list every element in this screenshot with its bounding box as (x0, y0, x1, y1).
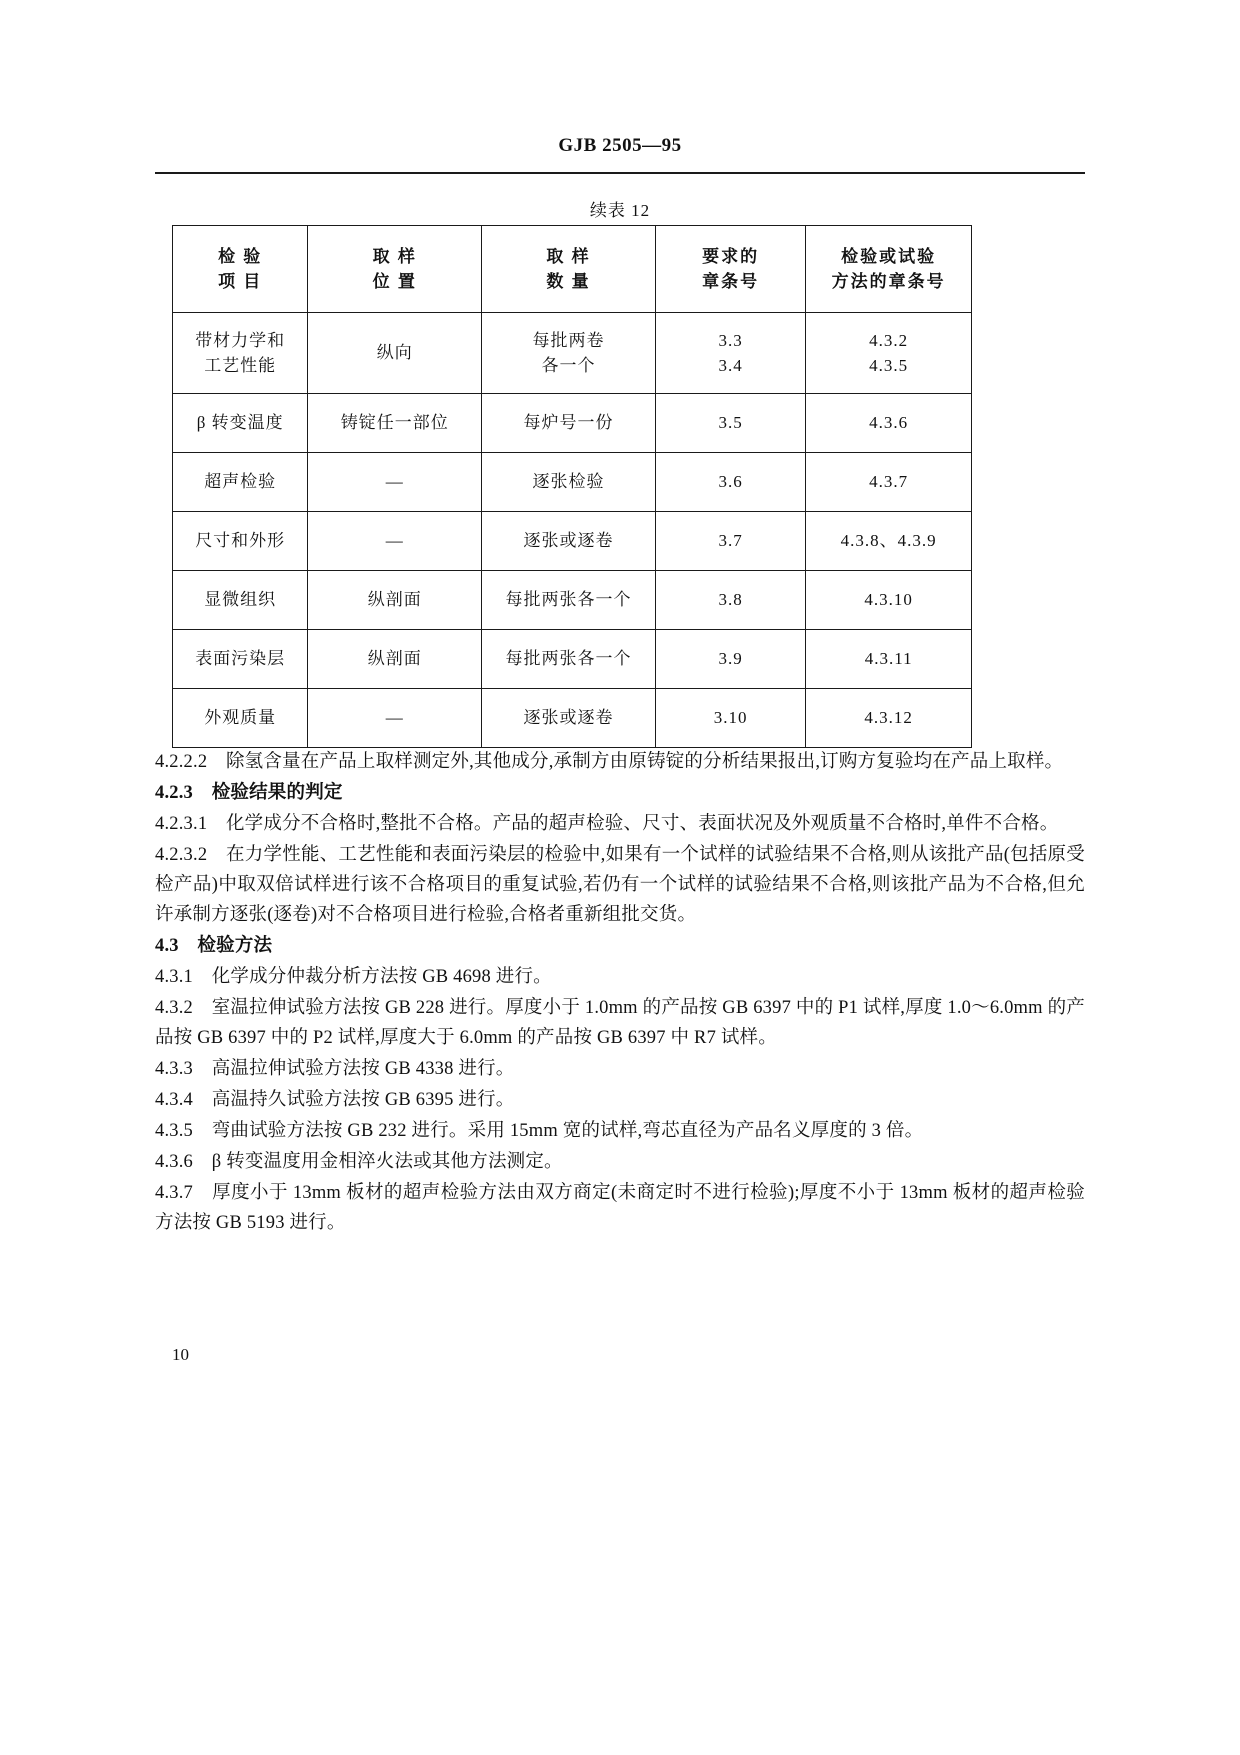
table-row (173, 630, 972, 689)
paragraph-4-2-3-2: 4.2.3.2 在力学性能、工艺性能和表面污染层的检验中,如果有一个试样的试验结果不合格,则从该批产品(包括原受检产品)中取双倍试样进行该不合格项目的重复试验,若仍有一个试样的试验结果不合格,则该批产品为不合格,但允许承制方逐张(逐卷)对不合格项目进行检验,合格者重新组批交货。 (155, 844, 1085, 925)
cell-requirement (655, 453, 805, 512)
cell-text: 表面污染层 (195, 649, 286, 669)
header-method-line1: 检验或试验 (841, 246, 937, 266)
cell-position (308, 453, 482, 512)
cell-item (173, 571, 308, 630)
cell-text: — (385, 531, 404, 551)
paragraph-4-2-2-2: 4.2.2.2 除氢含量在产品上取样测定外,其他成分,承制方由原铸锭的分析结果报出,订购方复验均在产品上取样。 (155, 752, 1064, 772)
table-row (173, 571, 972, 630)
cell-quantity (482, 313, 656, 394)
table-row (173, 689, 972, 748)
cell-text: 4.3.12 (864, 708, 913, 728)
cell-text: 外观质量 (204, 708, 277, 728)
cell-item (173, 689, 308, 748)
inspection-table (172, 225, 972, 748)
cell-text: 3.6 (718, 472, 743, 492)
cell-text: β 转变温度 (196, 413, 284, 433)
paragraph-4-3-4: 4.3.4 高温持久试验方法按 GB 6395 进行。 (155, 1089, 515, 1110)
header-quantity-line2: 数 量 (546, 272, 591, 291)
header-quantity-line1: 取 样 (546, 246, 591, 266)
cell-method (806, 571, 972, 630)
cell-text: 每批两卷 (532, 330, 605, 350)
cell-text: 3.10 (713, 708, 748, 728)
cell-item (173, 630, 308, 689)
cell-item (173, 512, 308, 571)
cell-position (308, 630, 482, 689)
cell-quantity (482, 453, 656, 512)
cell-requirement (655, 394, 805, 453)
cell-method (806, 630, 972, 689)
page-header: GJB 2505—95 (558, 135, 682, 156)
cell-quantity (482, 394, 656, 453)
cell-text: 每炉号一份 (523, 413, 614, 433)
cell-text: 铸锭任一部位 (340, 413, 449, 433)
cell-text: 3.8 (718, 590, 743, 610)
cell-requirement (655, 512, 805, 571)
cell-text: 3.4 (718, 356, 743, 375)
header-requirement-line2: 章条号 (702, 272, 760, 291)
page-number: 10 (172, 1345, 189, 1364)
cell-text: 4.3.2 (869, 330, 909, 350)
body-content (155, 748, 1085, 1240)
cell-item (173, 394, 308, 453)
paragraph-4-3-3: 4.3.3 高温拉伸试验方法按 GB 4338 进行。 (155, 1058, 515, 1079)
paragraph-4-2-3-1: 4.2.3.1 化学成分不合格时,整批不合格。产品的超声检验、尺寸、表面状况及外观质量不合格时,单件不合格。 (155, 813, 1059, 834)
table-row (173, 453, 972, 512)
cell-method (806, 689, 972, 748)
cell-text: 3.3 (718, 330, 743, 350)
paragraph-4-2-3: 4.2.3 检验结果的判定 (155, 782, 343, 803)
paragraph-4-3-6: 4.3.6 β 转变温度用金相淬火法或其他方法测定。 (155, 1151, 563, 1172)
cell-position (308, 689, 482, 748)
cell-text: 各一个 (541, 356, 596, 375)
table-head (173, 226, 972, 313)
header-divider (155, 172, 1085, 174)
cell-text: 4.3.7 (869, 472, 909, 492)
paragraph-4-3-1: 4.3.1 化学成分仲裁分析方法按 GB 4698 进行。 (155, 966, 552, 987)
cell-text: 3.9 (718, 649, 743, 669)
header-cell-item (173, 226, 308, 313)
header-position-line2: 位 置 (372, 272, 417, 291)
cell-text: 超声检验 (204, 472, 277, 492)
cell-text: 尺寸和外形 (195, 531, 286, 551)
cell-text: — (385, 472, 404, 492)
cell-text: — (385, 708, 404, 728)
cell-item (173, 453, 308, 512)
cell-quantity (482, 689, 656, 748)
cell-method (806, 313, 972, 394)
cell-position (308, 571, 482, 630)
cell-text: 每批两张各一个 (505, 590, 632, 610)
cell-text: 带材力学和 (195, 330, 286, 350)
cell-text: 纵向 (376, 343, 413, 363)
paragraph-4-3-5: 4.3.5 弯曲试验方法按 GB 232 进行。采用 15mm 宽的试样,弯芯直径为产品名义厚度的 3 倍。 (155, 1120, 924, 1141)
cell-text: 4.3.11 (864, 649, 913, 669)
header-method-line2: 方法的章条号 (831, 272, 946, 291)
cell-text: 逐张或逐卷 (523, 531, 614, 551)
paragraph-4-3: 4.3 检验方法 (155, 935, 273, 956)
cell-text: 显微组织 (204, 590, 277, 610)
paragraph-4-3-7: 4.3.7 厚度小于 13mm 板材的超声检验方法由双方商定(未商定时不进行检验);厚度不小于 13mm 板材的超声检验方法按 GB 5193 进行。 (155, 1182, 1085, 1233)
table-header-row (173, 226, 972, 313)
cell-text: 逐张或逐卷 (523, 708, 614, 728)
table-row (173, 394, 972, 453)
cell-requirement (655, 313, 805, 394)
header-position-line1: 取 样 (372, 246, 417, 266)
header-cell-method (806, 226, 972, 313)
table-body (173, 313, 972, 748)
cell-position (308, 313, 482, 394)
cell-quantity (482, 630, 656, 689)
cell-requirement (655, 689, 805, 748)
cell-method (806, 394, 972, 453)
cell-text: 纵剖面 (367, 649, 422, 669)
cell-text: 3.5 (718, 413, 743, 433)
paragraph-4-3-2: 4.3.2 室温拉伸试验方法按 GB 228 进行。厚度小于 1.0mm 的产品按 GB 6397 中的 P1 试样,厚度 1.0～6.0mm 的产品按 GB 6397 中的 P2 试样,厚度大于 6.0mm 的产品按 GB 6397 中 R7 试样。 (155, 997, 1085, 1048)
header-requirement-line1: 要求的 (702, 246, 760, 266)
cell-position (308, 394, 482, 453)
cell-text: 4.3.8、4.3.9 (840, 531, 937, 551)
header-item-line1: 检 验 (218, 246, 263, 266)
cell-position (308, 512, 482, 571)
cell-method (806, 512, 972, 571)
header-cell-quantity (482, 226, 656, 313)
cell-quantity (482, 512, 656, 571)
cell-quantity (482, 571, 656, 630)
table-caption: 续表 12 (589, 201, 651, 220)
cell-text: 4.3.6 (869, 413, 909, 433)
cell-text: 工艺性能 (204, 356, 277, 375)
header-cell-position (308, 226, 482, 313)
cell-text: 3.7 (718, 531, 743, 551)
header-cell-requirement (655, 226, 805, 313)
cell-text: 4.3.5 (869, 356, 909, 375)
cell-text: 纵剖面 (367, 590, 422, 610)
table-row (173, 512, 972, 571)
cell-text: 每批两张各一个 (505, 649, 632, 669)
cell-text: 逐张检验 (532, 472, 605, 492)
cell-requirement (655, 571, 805, 630)
cell-text: 4.3.10 (864, 590, 913, 610)
header-item-line2: 项 目 (218, 272, 263, 291)
table-row (173, 313, 972, 394)
cell-method (806, 453, 972, 512)
cell-item (173, 313, 308, 394)
cell-requirement (655, 630, 805, 689)
